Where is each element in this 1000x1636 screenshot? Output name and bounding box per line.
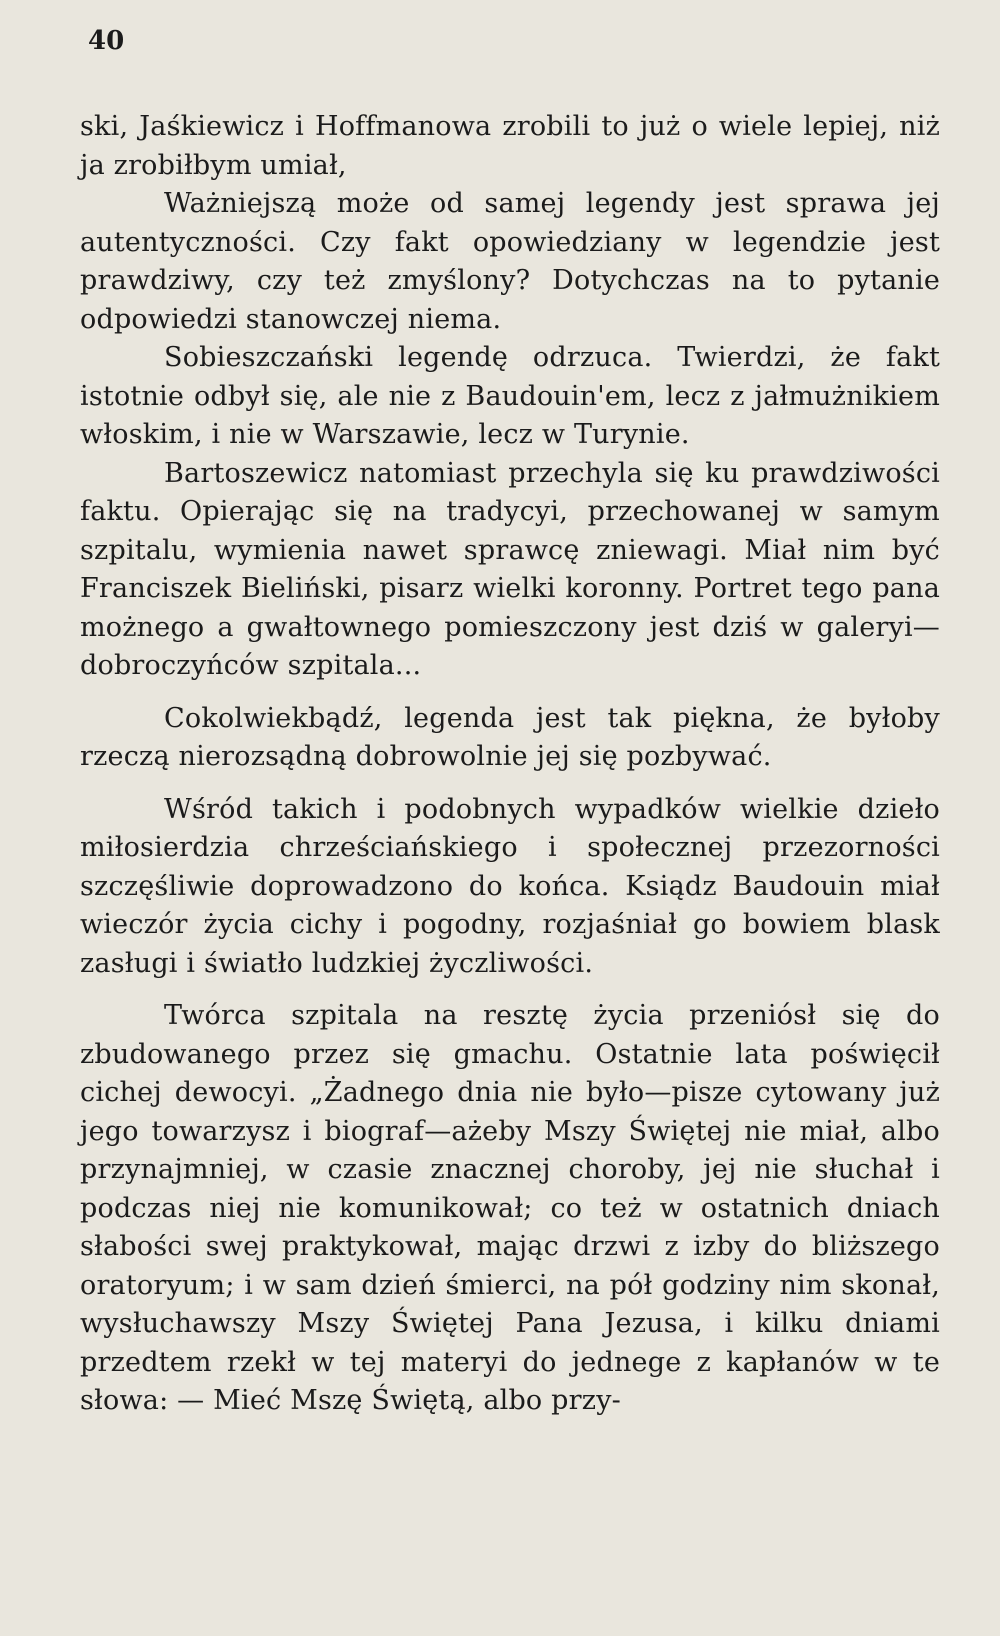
paragraph-1: ski, Jaśkiewicz i Hoffmanowa zrobili to już o wiele lepiej, niż ja zrobiłbym umiał, <box>80 111 940 181</box>
page-number: 40 <box>88 26 125 56</box>
paragraph-6: Wśród takich i podobnych wypadków wielkie dzieło miłosierdzia chrześciańskiego i społecznej przezorności szczęśliwie doprowadzono do końca. Ksiądz Baudouin miał wieczór życia cichy i pogodny, rozjaśniał go bowiem blask zasługi i światło ludzkiej życzliwości. <box>80 793 940 979</box>
paragraph-3: Sobieszczański legendę odrzuca. Twierdzi, że fakt istotnie odbył się, ale nie z Baudouin'em, lecz z jałmużnikiem włoskim, i nie w Warszawie, lecz w Turynie. <box>80 342 940 450</box>
paragraph-5: Cokolwiekbądź, legenda jest tak piękna, że byłoby rzeczą nierozsądną dobrowolnie jej się pozbywać. <box>80 702 940 772</box>
paragraph-7: Twórca szpitala na resztę życia przeniósł się do zbudowanego przez się gmachu. Ostatnie lata poświęcił cichej dewocyi. „Żadnego dnia nie było—pisze cytowany już jego towarzysz i biograf—ażeby Mszy Świętej nie miał, albo przynajmniej, w czasie znacznej choroby, jej nie słuchał i podczas niej nie komunikował; co też w ostatnich dniach słabości swej praktykował, mając drzwi z izby do bliższego oratoryum; i w sam dzień śmierci, na pół godziny nim skonał, wysłuchawszy Mszy Świętej Pana Jezusa, i kilku dniami przedtem rzekł w tej materyi do jednege z kapłanów w te słowa: — Mieć Mszę Świętą, albo przy- <box>80 1000 940 1416</box>
paragraph-2: Ważniejszą może od samej legendy jest sprawa jej autentyczności. Czy fakt opowiedziany w legendzie jest prawdziwy, czy też zmyślony? Dotychczas na to pytanie odpowiedzi stanowczej niema. <box>80 188 940 335</box>
paragraph-4: Bartoszewicz natomiast przechyla się ku prawdziwości faktu. Opierając się na tradycyi, przechowanej w samym szpitalu, wymienia nawet sprawcę zniewagi. Miał nim być Franciszek Bieliński, pisarz wielki koronny. Portret tego pana możnego a gwałtownego pomieszczony jest dziś w galeryi—dobroczyńców szpitala... <box>80 457 940 681</box>
body-text <box>80 108 940 1421</box>
